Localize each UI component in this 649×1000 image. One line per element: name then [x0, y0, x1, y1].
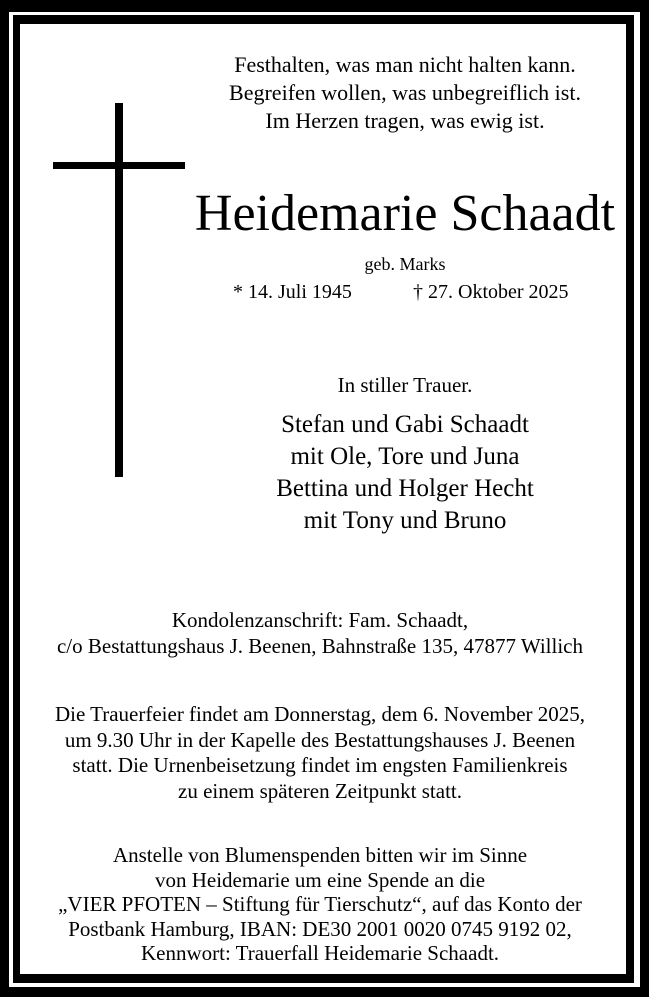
donation-info: [20, 843, 620, 966]
quote-block: [185, 51, 625, 135]
mourning-phrase: In stiller Trauer.: [337, 373, 473, 397]
donation-line: Postbank Hamburg, IBAN: DE30 2001 0020 0745 9192 02,: [68, 916, 572, 941]
family-line: Bettina und Holger Hecht: [276, 475, 534, 502]
condolence-address: [20, 607, 620, 659]
condolence-line: Kondolenzanschrift: Fam. Schaadt,: [171, 608, 469, 632]
quote-line: Im Herzen tragen, was ewig ist.: [265, 108, 545, 133]
cross-vertical-bar: [115, 103, 123, 477]
death-date: † 27. Oktober 2025: [413, 281, 569, 303]
condolence-line: c/o Bestattungshaus J. Beenen, Bahnstraße 135, 47877 Willich: [56, 634, 583, 658]
funeral-line: um 9.30 Uhr in der Kapelle des Bestattungshauses J. Beenen: [64, 727, 576, 752]
family-line: mit Ole, Tore und Juna: [290, 443, 520, 470]
cross-horizontal-bar: [53, 162, 185, 169]
quote-line: Festhalten, was man nicht halten kann.: [234, 52, 576, 77]
birth-date: * 14. Juli 1945: [233, 281, 352, 303]
funeral-line: zu einem späteren Zeitpunkt statt.: [178, 778, 462, 803]
donation-line: von Heidemarie um eine Spende an die: [154, 867, 486, 892]
funeral-line: statt. Die Urnenbeisetzung findet im engsten Familienkreis: [72, 753, 568, 777]
deceased-name: Heidemarie Schaadt: [194, 185, 616, 242]
family-block: [185, 409, 625, 537]
family-line: mit Tony und Bruno: [303, 507, 507, 534]
maiden-name: geb. Marks: [364, 254, 446, 274]
donation-line: Anstelle von Blumenspenden bitten wir im Sinne: [112, 843, 528, 867]
funeral-line: Die Trauerfeier findet am Donnerstag, dem 6. November 2025,: [54, 702, 586, 726]
donation-line: Kennwort: Trauerfall Heidemarie Schaadt.: [140, 941, 500, 965]
family-line: Stefan und Gabi Schaadt: [281, 411, 529, 438]
quote-line: Begreifen wollen, was unbegreiflich ist.: [229, 80, 581, 105]
donation-line: „VIER PFOTEN – Stiftung für Tierschutz“, auf das Konto der: [58, 892, 582, 916]
funeral-info: [20, 702, 620, 804]
